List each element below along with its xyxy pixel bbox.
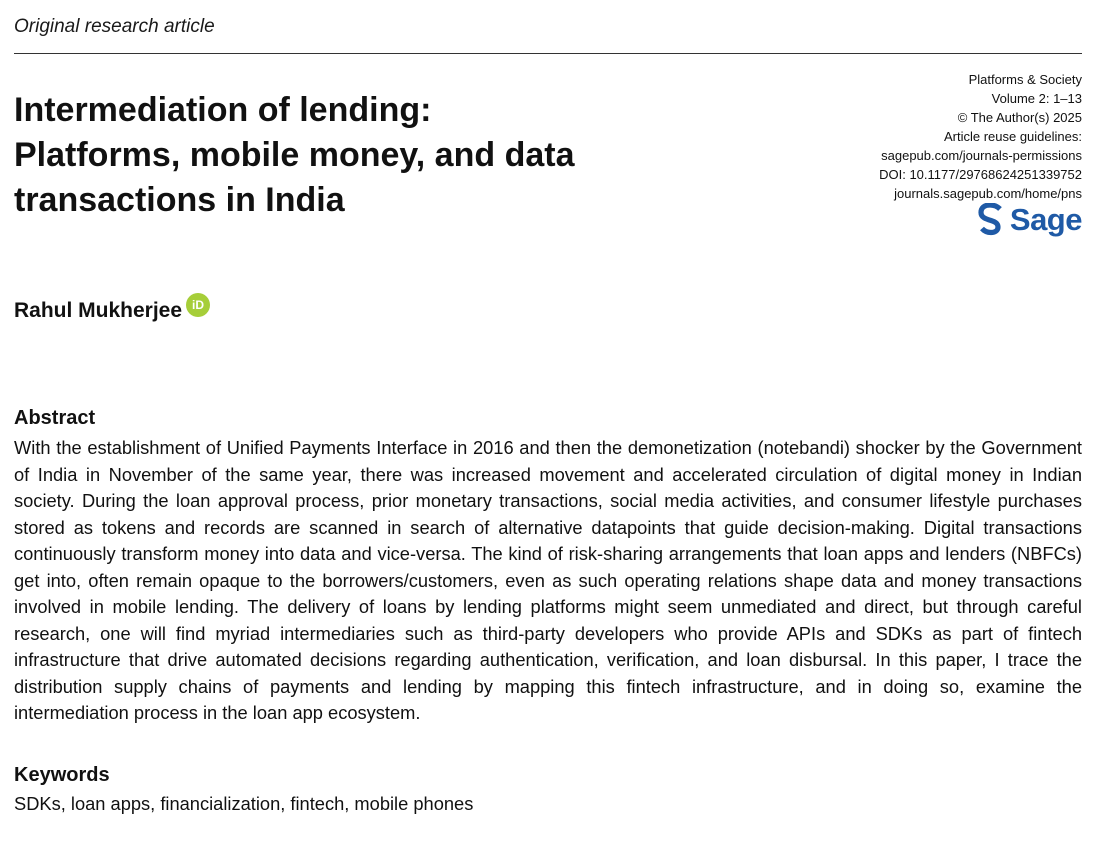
permissions-link[interactable]: sagepub.com/journals-permissions	[881, 148, 1082, 163]
title-line-1: Intermediation of lending:	[14, 91, 432, 129]
journal-name: Platforms & Society	[968, 72, 1082, 87]
article-type-label: Original research article	[14, 16, 215, 37]
sage-s-icon	[978, 203, 1004, 237]
sage-logo[interactable]	[978, 202, 1082, 238]
reuse-guidelines-label: Article reuse guidelines:	[943, 129, 1082, 144]
journal-metadata	[762, 70, 1082, 203]
abstract-text: With the establishment of Unified Payments Interface in 2016 and then the demonetization (notebandi) shocker by the Government of India in November of the same year, there was increased movement and accelerated circulation of digital money in Indian society. During the loan approval process, prior monetary transactions, social media activities, and consumer lifestyle purchases stored as tokens and records are scanned in search of alternative datapoints that guide decision-making. Digital transactions continuously transform money into data and vice-versa. The kind of risk-sharing arrangements that loan apps and lenders (NBFCs) get into, often remain opaque to the borrowers/customers, even as such operating relations shape data and money transactions involved in mobile lending. The delivery of loans by lending platforms might seem unmediated and direct, but through careful research, one will find myriad intermediaries such as third-party developers who provide APIs and SDKs as part of fintech infrastructure that drive automated decisions regarding authentication, verification, and loan disbursal. In this paper, I trace the distribution supply chains of payments and lending by mapping this fintech infrastructure, and in doing so, examine the intermediation process in the loan app ecosystem.	[14, 437, 1082, 723]
journal-homepage-link[interactable]: journals.sagepub.com/home/pns	[894, 186, 1082, 201]
doi-link[interactable]: DOI: 10.1177/29768624251339752	[879, 167, 1082, 182]
sage-wordmark: Sage	[1009, 202, 1082, 237]
journal-volume: Volume 2: 1–13	[991, 91, 1082, 106]
title-line-3: transactions in India	[14, 181, 345, 219]
author-name[interactable]: Rahul Mukherjee	[14, 299, 183, 322]
header-divider	[14, 53, 1082, 54]
author-line	[14, 299, 210, 323]
orcid-icon[interactable]: iD	[186, 293, 210, 317]
copyright-notice: © The Author(s) 2025	[957, 110, 1082, 125]
keywords-heading: Keywords	[14, 764, 110, 786]
article-title	[14, 88, 714, 223]
keywords-text: SDKs, loan apps, financialization, fintech, mobile phones	[14, 793, 474, 814]
abstract-heading: Abstract	[14, 407, 96, 429]
title-line-2: Platforms, mobile money, and data	[14, 136, 575, 174]
